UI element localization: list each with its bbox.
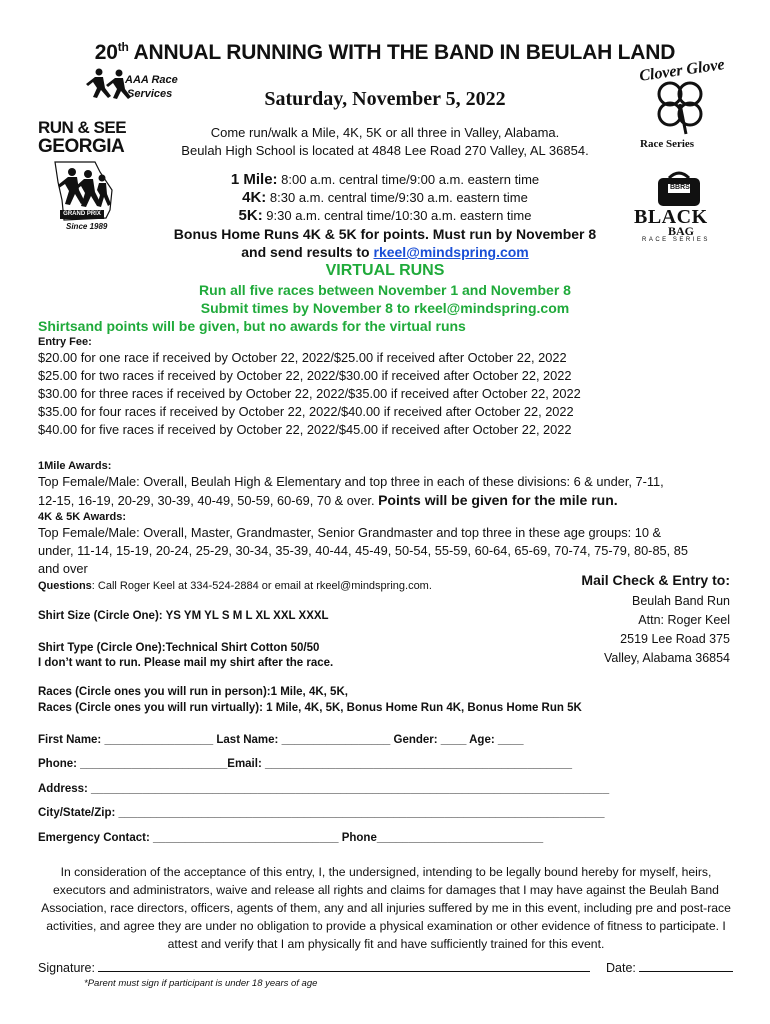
award-line: 12-15, 16-19, 20-29, 30-39, 40-49, 50-59, 60-69, 70 & over. Points will be given for the mile run. (38, 492, 618, 508)
award-line: under, 11-14, 15-19, 20-24, 25-29, 30-34, 35-39, 40-44, 45-49, 50-54, 55-59, 60-64, 65-69, 70-74, 75-79, 80-85, 85 (38, 543, 689, 558)
logo-text: Race Series (640, 138, 695, 150)
date-line[interactable] (606, 960, 733, 975)
email-link[interactable]: rkeel@mindspring.com (373, 244, 529, 260)
races-in-person-field[interactable]: Races (Circle ones you will run in person):1 Mile, 4K, 5K, (38, 686, 348, 698)
k-awards (38, 524, 688, 578)
logo-text: Since 1989 (66, 222, 108, 231)
virtual-line: Shirtsand points will be given, but no awards for the virtual runs (38, 318, 466, 334)
virtual-line: Run all five races between November 1 and November 8 (199, 282, 571, 298)
award-line: and over (38, 561, 88, 576)
logo-text: BLACK (634, 206, 708, 228)
signature-line[interactable] (38, 960, 590, 975)
mail-line: 2519 Lee Road 375 (620, 632, 730, 646)
logo-text: GEORGIA (38, 136, 125, 157)
award-line: Top Female/Male: Overall, Beulah High & Elementary and top three in each of these divisions: 6 & under, 7-11, (38, 474, 664, 489)
races-virtual-field[interactable]: Races (Circle ones you will run virtually): 1 Mile, 4K, 5K, Bonus Home Run 4K, Bonus Home Run 5K (38, 702, 582, 714)
logo-text: Clover Glove (638, 56, 726, 85)
intro-line: Beulah High School is located at 4848 Lee Road 270 Valley, AL 36854. (181, 143, 589, 158)
fee-item: $25.00 for two races if received by October 22, 2022/$30.00 if received after October 22, 2022 (38, 368, 572, 383)
entry-fee-list (38, 349, 581, 439)
shirt-type-field[interactable]: Shirt Type (Circle One):Technical Shirt Cotton 50/50 (38, 642, 320, 654)
race-schedule (150, 171, 620, 225)
bonus-line: Bonus Home Runs 4K & 5K for points. Must run by November 8 (173, 226, 597, 242)
schedule-row: 4K: 8:30 a.m. central time/9:30 a.m. eastern time (242, 189, 528, 206)
logo-text: BAG (668, 224, 695, 238)
questions: Questions: Call Roger Keel at 334-524-2884 or email at rkeel@mindspring.com. (38, 580, 432, 592)
k-awards-label: 4K & 5K Awards: (38, 511, 127, 523)
virtual-heading: VIRTUAL RUNS (325, 262, 445, 279)
mail-line: Attn: Roger Keel (638, 613, 730, 627)
black-bag-logo (632, 170, 736, 248)
logo-text: RACE SERIES (642, 237, 710, 243)
mail-heading: Mail Check & Entry to: (581, 572, 730, 588)
mail-line: Valley, Alabama 36854 (603, 651, 730, 665)
signature-label: Signature: (38, 961, 99, 975)
city-state-zip-field[interactable]: City/State/Zip: ____________________________________________________________________________ (38, 807, 605, 819)
signature-blank[interactable] (98, 960, 590, 972)
event-date: Saturday, November 5, 2022 (264, 88, 506, 110)
fee-item: $20.00 for one race if received by October 22, 2022/$25.00 if received after October 22, 2022 (38, 350, 567, 365)
logo-text: Services (127, 88, 173, 100)
mail-to (540, 572, 730, 668)
fee-item: $40.00 for five races if received by October 22, 2022/$45.00 if received after October 22, 2022 (38, 422, 572, 437)
waiver-text: In consideration of the acceptance of this entry, I, the undersigned, intending to be legally bound hereby for myself, heirs, executors and administrators, waive and release all rights and claims for damages that I may have against the Beulah Band Association, race directors, officers, agents of them, any and all injuries suffered by me in this event, including pre and post-race activities, and agree they are under no obligation to provide a physical examination or other evidence of fitness to participate. I attest and verify that I am physically fit and have sufficiently trained for this event. (41, 865, 731, 951)
intro-line: Come run/walk a Mile, 4K, 5K or all three in Valley, Alabama. (210, 125, 560, 140)
date-label: Date: (606, 961, 640, 975)
logo-text: AAA Race (125, 74, 178, 86)
schedule-row: 5K: 9:30 a.m. central time/10:30 a.m. eastern time (238, 207, 532, 224)
fee-item: $35.00 for four races if received by October 22, 2022/$40.00 if received after October 22, 2022 (38, 404, 574, 419)
mile-awards (38, 473, 664, 510)
award-line: Top Female/Male: Overall, Master, Grandmaster, Senior Grandmaster and top three in these age groups: 10 & (38, 525, 662, 540)
bonus-line: and send results to rkeel@mindspring.com (241, 244, 529, 260)
address-field[interactable]: Address: _________________________________________________________________________________ (38, 783, 610, 795)
date-blank[interactable] (639, 960, 733, 972)
page-title: 20th ANNUAL RUNNING WITH THE BAND IN BEULAH LAND (94, 40, 676, 64)
logo-text: GRAND PRIX (60, 210, 104, 219)
no-run-option[interactable]: I don’t want to run. Please mail my shirt after the race. (38, 657, 334, 669)
logo-text: BBRS (670, 184, 690, 191)
clover-icon (648, 78, 712, 138)
logo-text: RUN & SEE (38, 118, 127, 137)
parent-note: *Parent must sign if participant is under 18 years of age (84, 978, 318, 989)
entry-fee-label: Entry Fee: (38, 336, 92, 348)
name-gender-age-field[interactable]: First Name: _________________ Last Name: _________________ Gender: ____ Age: ____ (38, 734, 524, 746)
emergency-contact-field[interactable]: Emergency Contact: _____________________________ Phone__________________________ (38, 832, 544, 844)
run-see-georgia-logo (36, 118, 136, 236)
schedule-row: 1 Mile: 8:00 a.m. central time/9:00 a.m. eastern time (230, 171, 540, 188)
shirt-size-field[interactable]: Shirt Size (Circle One): YS YM YL S M L XL XXL XXXL (38, 610, 329, 622)
bonus-runs (140, 225, 630, 261)
virtual-line: Submit times by November 8 to rkeel@mindspring.com (200, 300, 570, 316)
fee-item: $30.00 for three races if received by October 22, 2022/$35.00 if received after October 22, 2022 (38, 386, 581, 401)
clover-glove-logo (628, 58, 733, 153)
phone-email-field[interactable]: Phone: _______________________Email: ________________________________________________ (38, 758, 572, 770)
aaa-race-services-logo (85, 66, 185, 106)
mile-awards-label: 1Mile Awards: (38, 460, 112, 472)
mail-line: Beulah Band Run (632, 594, 730, 608)
runners-icon (85, 66, 145, 106)
